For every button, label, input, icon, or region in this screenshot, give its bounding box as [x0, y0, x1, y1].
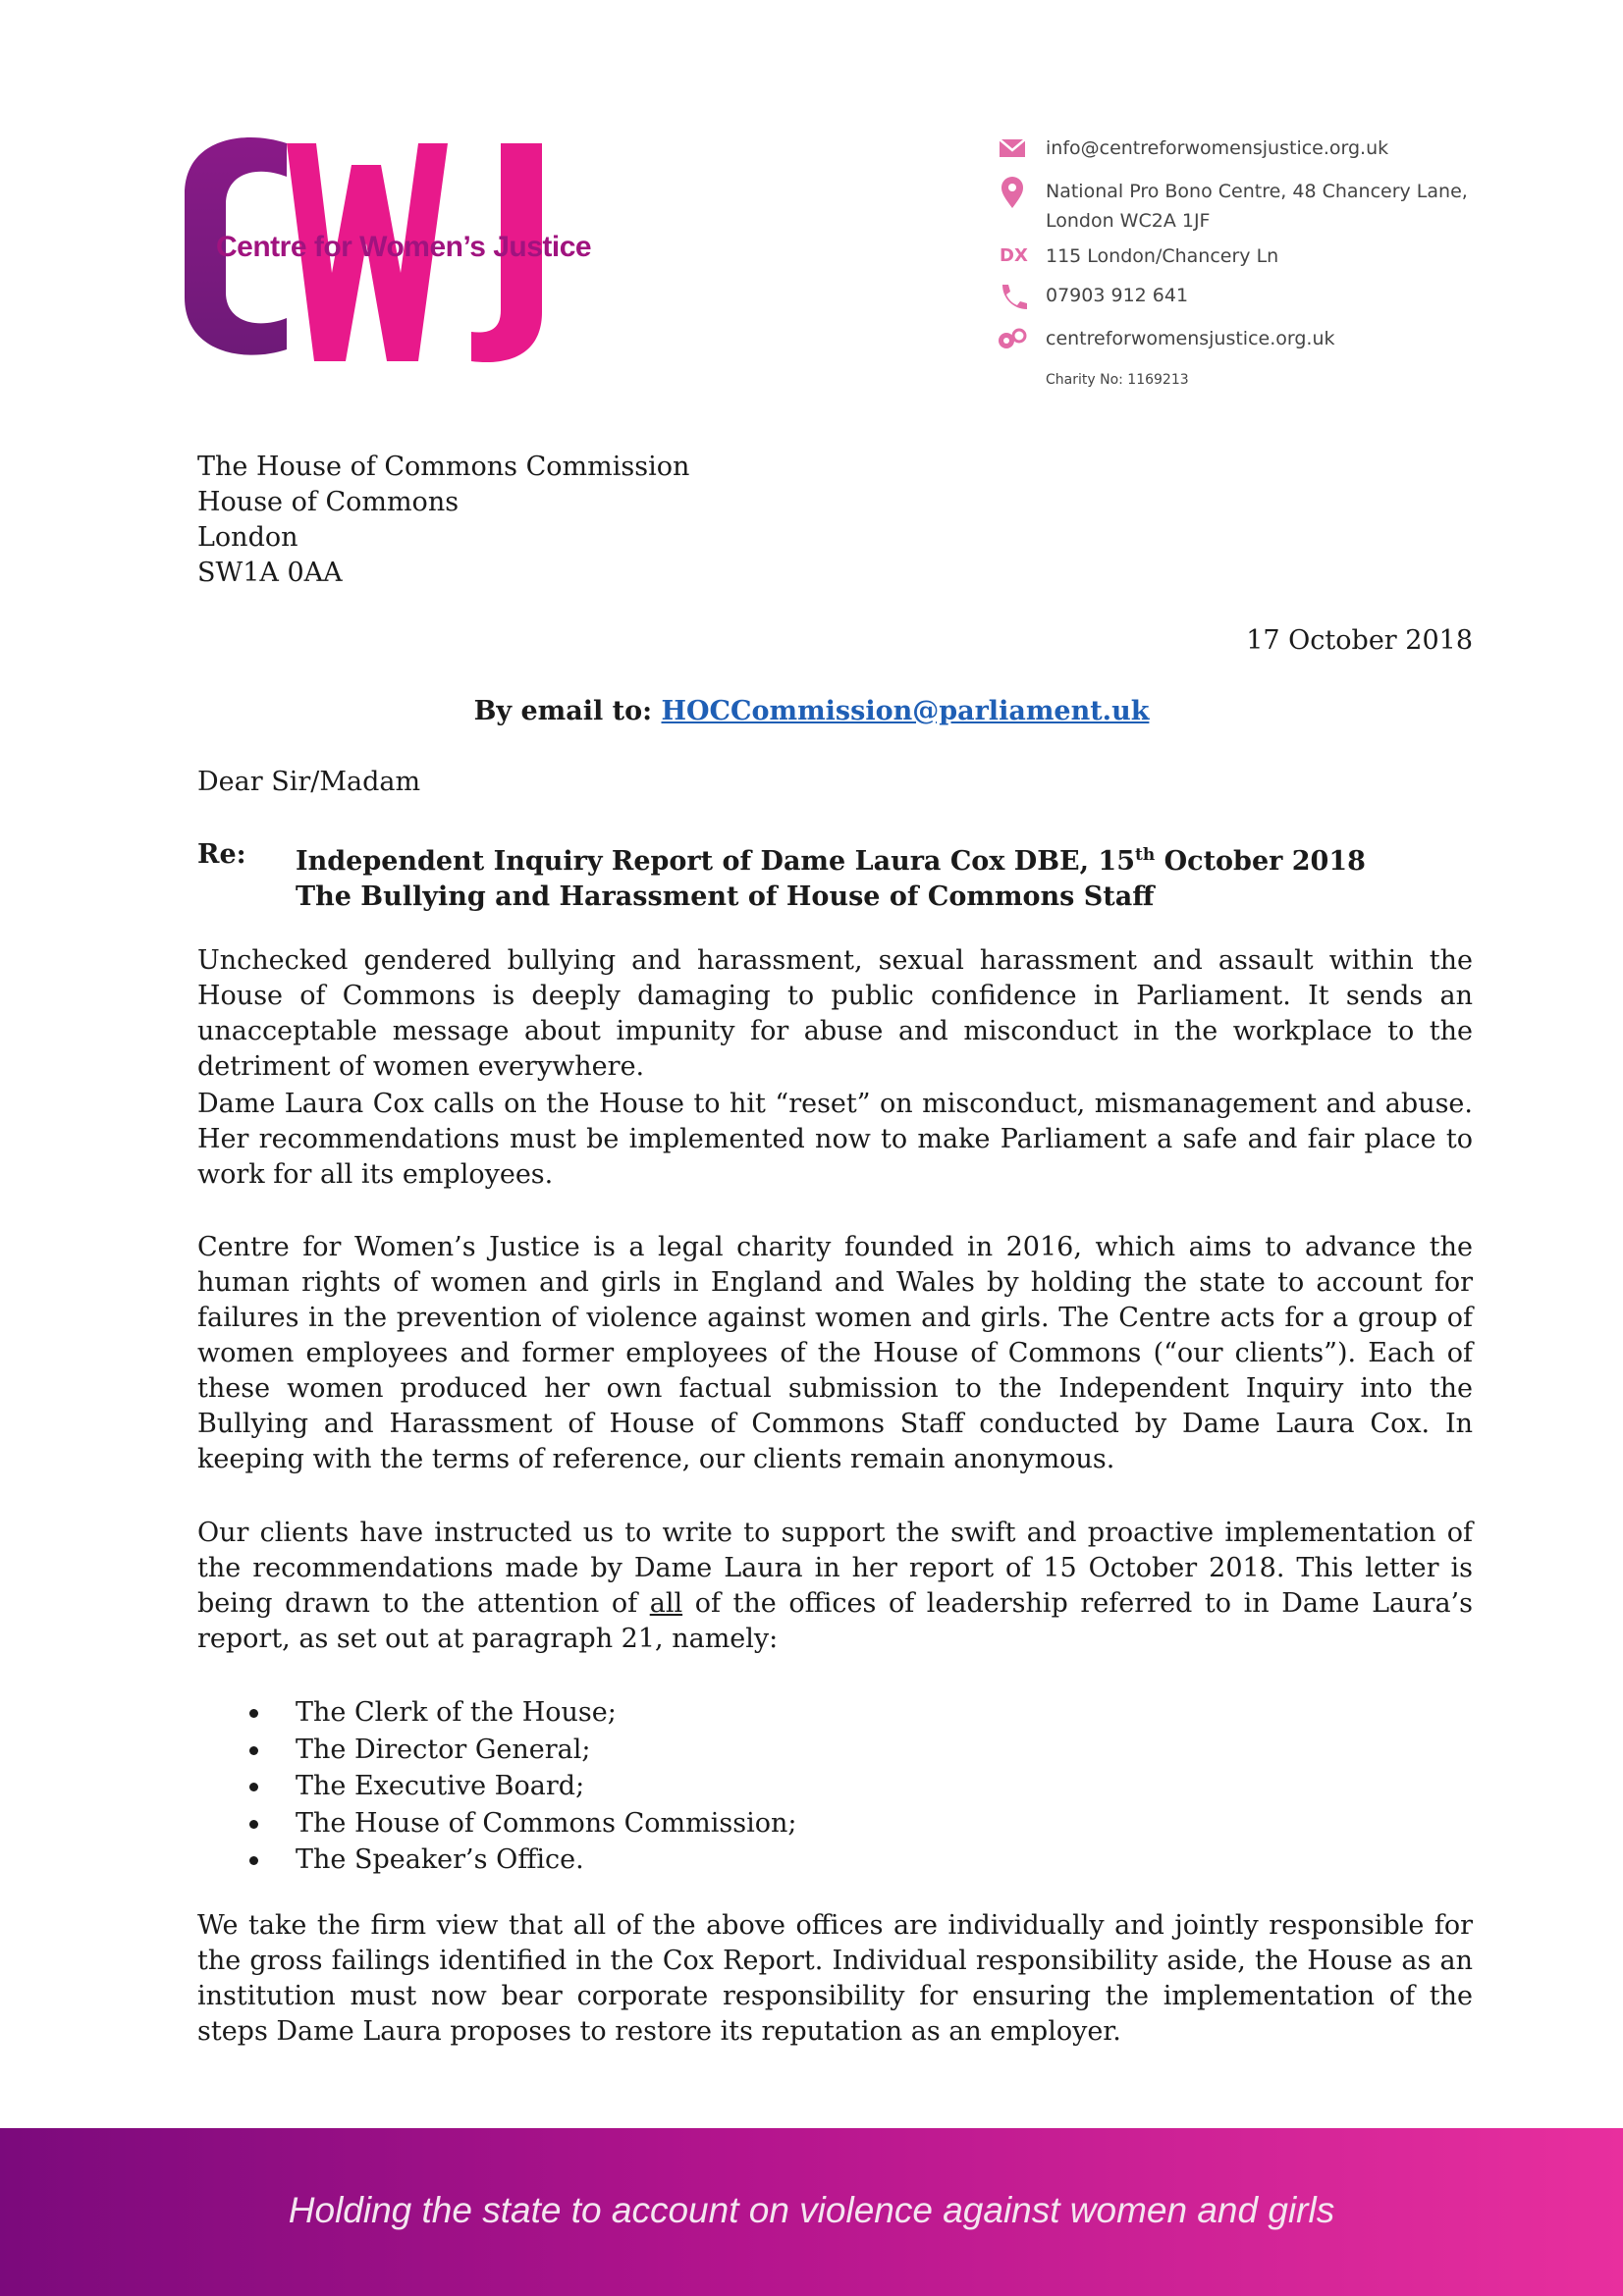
email-link[interactable]: HOCCommission@parliament.uk: [661, 696, 1150, 726]
office-label: The Speaker’s Office.: [296, 1844, 584, 1875]
map-pin-icon: [994, 177, 1033, 206]
re-line1-text: Independent Inquiry Report of Dame Laura Cox DBE, 15: [296, 846, 1135, 877]
link-icon: [994, 324, 1033, 353]
recipient-line-3: London: [197, 522, 298, 553]
contact-address-line1: National Pro Bono Centre, 48 Chancery Lane,: [1046, 181, 1468, 202]
charity-number: Charity No: 1169213: [1046, 372, 1189, 388]
bullet-icon: [249, 1709, 258, 1718]
bullet-icon: [249, 1746, 258, 1755]
envelope-icon: [994, 133, 1033, 163]
contact-email: info@centreforwomensjustice.org.uk: [1046, 137, 1389, 159]
footer-banner: [0, 2128, 1623, 2296]
list-item: [197, 1694, 796, 1732]
office-label: The Executive Board;: [296, 1771, 585, 1801]
dx-icon: DX: [1000, 245, 1028, 266]
cwj-logo: [177, 126, 592, 371]
office-label: The Director General;: [296, 1734, 591, 1765]
re-subject: [296, 837, 1366, 915]
contact-dx: 115 London/Chancery Ln: [1046, 245, 1279, 267]
paragraph-2: Dame Laura Cox calls on the House to hit “reset” on misconduct, mismanagement and abuse. Her recommendations must be implemented now to make Parliament a safe and fair place to work for all its employees.: [197, 1089, 1473, 1190]
paragraph-4: [197, 1516, 1473, 1657]
list-item: [197, 1842, 796, 1879]
list-item: [197, 1805, 796, 1842]
bullet-icon: [249, 1783, 258, 1791]
list-item: [197, 1768, 796, 1805]
paragraph-4-part-a: Our clients have instructed us to write to support the swift and proactive implementation of the recommendations made by Dame Laura in her report of 15 October 2018. This letter is being drawn to the attention of: [197, 1518, 1473, 1619]
by-email-label: By email to:: [473, 696, 653, 726]
contact-address-line2: London WC2A 1JF: [1046, 210, 1211, 232]
footer-tagline: Holding the state to account on violence against women and girls: [288, 2190, 1335, 2230]
recipient-line-1: The House of Commons Commission: [197, 452, 690, 482]
bullet-icon: [249, 1856, 258, 1865]
logo-wordmark: Centre for Women’s Justice: [216, 231, 592, 263]
re-label: Re:: [197, 839, 246, 870]
bullet-icon: [249, 1820, 258, 1829]
list-item: [197, 1732, 796, 1769]
re-subject-line-1: [296, 837, 1366, 880]
re-line1-sup: th: [1135, 845, 1156, 865]
re-subject-line-2: The Bullying and Harassment of House of Commons Staff: [296, 881, 1155, 912]
paragraph-4-part-b: of the offices of leadership referred to in Dame Laura’s report, as set out at paragraph 21, namely:: [197, 1588, 1473, 1654]
paragraph-1: Unchecked gendered bullying and harassment, sexual harassment and assault within the House of Commons is deeply damaging to public confidence in Parliament. It sends an unacceptable message about impunity for abuse and misconduct in the workplace to the detriment of women everywhere.: [197, 945, 1473, 1082]
re-line1-suffix: October 2018: [1155, 846, 1366, 877]
recipient-line-2: House of Commons: [197, 487, 460, 517]
recipient-line-4: SW1A 0AA: [197, 558, 343, 588]
offices-list: [197, 1694, 796, 1879]
paragraph-5: We take the firm view that all of the above offices are individually and jointly responsible for the gross failings identified in the Cox Report. Individual responsibility aside, the House as an institution must now bear corporate responsibility for ensuring the implementation of the steps Dame Laura proposes to restore its reputation as an employer.: [197, 1910, 1473, 2047]
recipient-address: [197, 450, 689, 591]
letter-date: 17 October 2018: [1246, 625, 1473, 656]
salutation: Dear Sir/Madam: [197, 767, 421, 797]
office-label: The House of Commons Commission;: [296, 1807, 797, 1839]
contact-website: centreforwomensjustice.org.uk: [1046, 328, 1335, 349]
office-label: The Clerk of the House;: [296, 1697, 617, 1728]
phone-icon: [994, 281, 1033, 310]
paragraph-3: Centre for Women’s Justice is a legal charity founded in 2016, which aims to advance the human rights of women and girls in England and Wales by holding the state to account for failures in the prevention of violence against women and girls. The Centre acts for a group of women employees and former employees of the House of Commons (“our clients”). Each of these women produced her own factual submission to the Independent Inquiry into the Bullying and Harassment of House of Commons Staff conducted by Dame Laura Cox. In keeping with the terms of reference, our clients remain anonymous.: [197, 1232, 1473, 1474]
by-email-line: [0, 696, 1623, 726]
paragraph-4-underlined: all: [649, 1588, 683, 1619]
contact-phone: 07903 912 641: [1046, 285, 1189, 306]
